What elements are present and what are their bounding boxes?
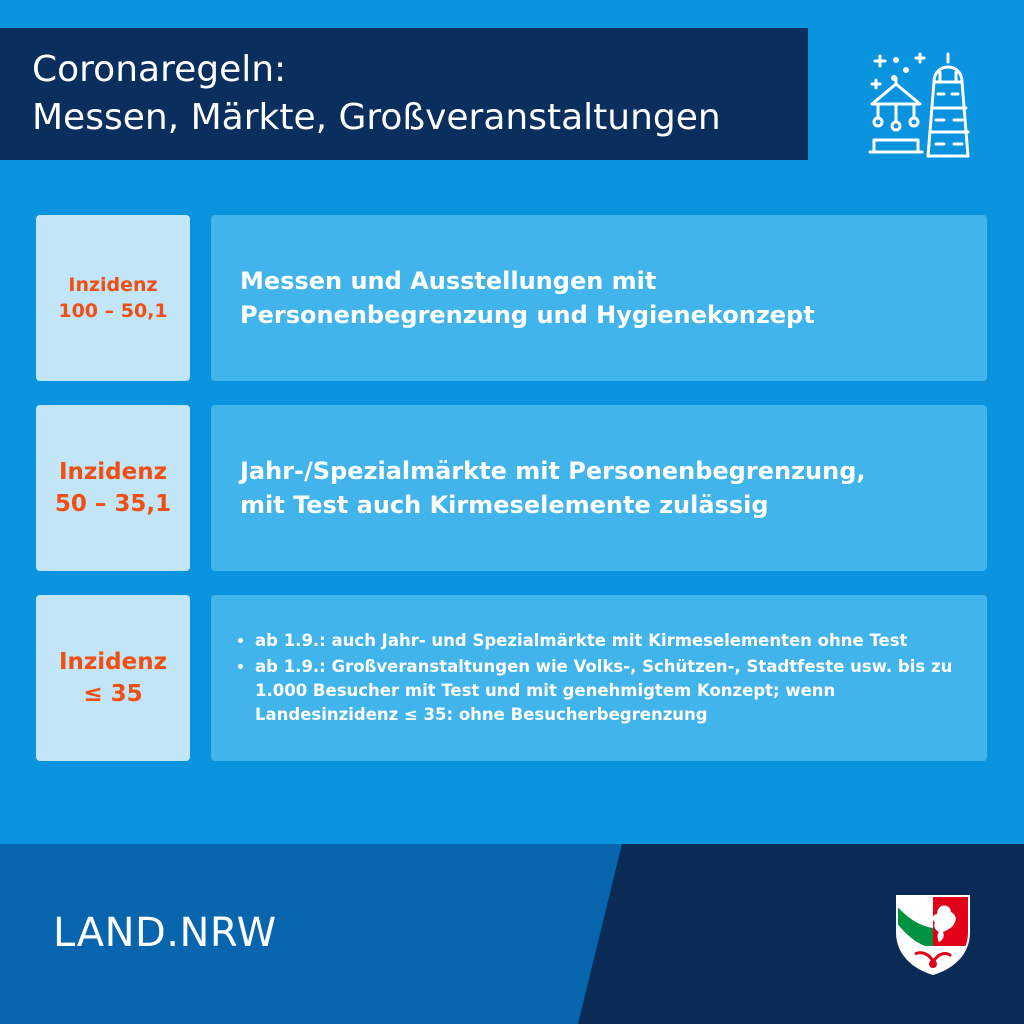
- rule-text-line-1: Jahr-/Spezialmärkte mit Personenbegrenzung,: [240, 457, 866, 485]
- list-item: • ab 1.9.: Großveranstaltungen wie Volks-, Schützen-, Stadtfeste usw. bis zu 1.000 Besucher mit Test und mit genehmigtem Konzept; wenn Landesinzidenz ≤ 35: ohne Besucherbegrenzung: [255, 655, 975, 727]
- incidence-badge: [36, 405, 190, 571]
- title-line-1: Coronaregeln:: [32, 49, 287, 90]
- badge-range: 50 – 35,1: [54, 491, 172, 517]
- incidence-badge: [36, 215, 190, 381]
- rule-text-line-1: Messen und Ausstellungen mit: [240, 267, 657, 295]
- fairground-icon: [866, 48, 976, 164]
- badge-label: Inzidenz: [68, 274, 158, 296]
- badge-range: 100 – 50,1: [58, 300, 168, 322]
- rule-text-line-2: mit Test auch Kirmeselemente zulässig: [240, 491, 769, 519]
- badge-range: ≤ 35: [83, 681, 143, 707]
- badge-label: Inzidenz: [58, 459, 168, 485]
- rule-text-line-2: Personenbegrenzung und Hygienekonzept: [240, 301, 815, 329]
- rule-card: [211, 215, 987, 381]
- rule-bullet-list: [231, 629, 975, 727]
- badge-label: Inzidenz: [58, 649, 168, 675]
- incidence-badge: [36, 595, 190, 761]
- rule-card: [211, 595, 987, 761]
- list-item: • ab 1.9.: auch Jahr- und Spezialmärkte mit Kirmeselementen ohne Test: [255, 629, 975, 653]
- rule-card: [211, 405, 987, 571]
- page-title: [0, 28, 808, 160]
- title-line-2: Messen, Märkte, Großveranstaltungen: [32, 97, 721, 138]
- nrw-coat-of-arms-icon: [893, 892, 973, 976]
- land-nrw-logo: LAND.NRW: [53, 910, 277, 956]
